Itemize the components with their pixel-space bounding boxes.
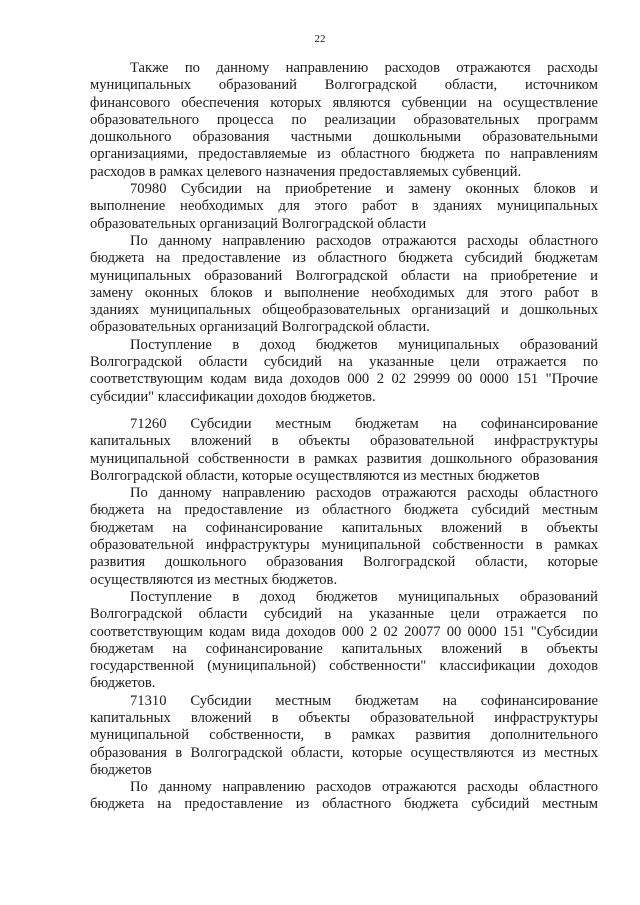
text-line: Поступление в доход бюджетов муниципальных образований <box>130 588 598 605</box>
text-line: бюджетам на софинансирование капитальных вложений в объекты <box>90 519 598 536</box>
text-line: Также по данному направлению расходов отражаются расходы <box>130 60 598 76</box>
paragraph <box>90 693 598 779</box>
text-line: капитальных вложений в объекты образовательной инфраструктуры <box>90 709 598 726</box>
paragraph <box>90 337 598 406</box>
text-line: Волгоградской области субсидий на указанные цели отражается по <box>90 354 598 371</box>
text-line: финансового обеспечения которых являются субвенции на осуществление <box>90 94 598 111</box>
text-line: дошкольного образования частными дошкольными образовательными <box>90 129 598 146</box>
text-line: муниципальной собственности, в рамках развития дополнительного <box>90 727 598 744</box>
text-line: расходов в рамках целевого назначения предоставляемых субвенций. <box>90 163 522 180</box>
paragraph <box>90 779 598 814</box>
paragraph <box>90 60 598 181</box>
text-line: бюджета на предоставление из областного бюджета субсидий бюджетам <box>90 250 598 267</box>
page-number: 22 <box>314 33 326 45</box>
text-line: образовательных организаций Волгоградской области. <box>90 319 430 336</box>
text-line: зданиях муниципальных общеобразовательных организаций и дошкольных <box>90 302 598 319</box>
text-line: Волгоградской области, которые осуществляются из местных бюджетов <box>90 467 540 484</box>
text-line: муниципальной собственности в рамках развития дошкольного образования <box>90 450 598 467</box>
text-line: образования в Волгоградской области, которые осуществляются из местных <box>90 744 598 761</box>
text-line: осуществляются из местных бюджетов. <box>90 571 338 588</box>
document-body <box>90 0 598 814</box>
text-line: субсидии" классификации доходов бюджетов. <box>90 388 376 405</box>
text-line: 71260 Субсидии местным бюджетам на софинансирование <box>130 415 598 432</box>
text-line: образовательных организаций Волгоградской области <box>90 215 427 232</box>
text-line: государственной (муниципальной) собственности" классификации доходов <box>90 658 598 675</box>
text-line: бюджетам на софинансирование капитальных вложений в объекты <box>90 640 598 657</box>
text-line: соответствующим кодам вида доходов 000 2 02 20077 00 0000 151 "Субсидии <box>90 623 598 640</box>
text-line: замену оконных блоков и выполнение необходимых для этого работ в <box>90 284 598 301</box>
text-line: организациями, предоставляемые из областного бюджета по направлениям <box>90 146 598 163</box>
text-line: соответствующим кодам вида доходов 000 2 02 29999 00 0000 151 "Прочие <box>90 371 598 388</box>
text-line: бюджета на предоставление из областного бюджета субсидий местным <box>90 796 598 813</box>
text-line: 71310 Субсидии местным бюджетам на софинансирование <box>130 692 598 709</box>
text-line: Волгоградской области субсидий на указанные цели отражается по <box>90 606 598 623</box>
paragraph <box>90 589 598 693</box>
text-line: бюджетов. <box>90 675 156 692</box>
text-line: образовательного процесса по реализации образовательных программ <box>90 111 598 128</box>
text-line: Поступление в доход бюджетов муниципальных образований <box>130 336 598 353</box>
text-line: бюджетов <box>90 761 152 778</box>
text-line: муниципальных образований Волгоградской области на приобретение и <box>90 267 598 284</box>
paragraph <box>90 181 598 233</box>
text-line: По данному направлению расходов отражаются расходы областного <box>130 485 598 502</box>
text-line: капитальных вложений в объекты образовательной инфраструктуры <box>90 433 598 450</box>
text-line: образовательной инфраструктуры муниципальной собственности в рамках <box>90 537 598 554</box>
paragraph <box>90 233 598 337</box>
text-line: выполнение необходимых для этого работ в зданиях муниципальных <box>90 198 598 215</box>
text-line: 70980 Субсидии на приобретение и замену оконных блоков и <box>130 181 598 198</box>
paragraph <box>90 485 598 589</box>
text-line: муниципальных образований Волгоградской области, источником <box>90 77 598 94</box>
text-line: По данному направлению расходов отражаются расходы областного <box>130 232 598 249</box>
text-line: бюджета на предоставление из областного бюджета субсидий местным <box>90 502 598 519</box>
text-line: развития дошкольного образования Волгоградской области, которые <box>90 554 598 571</box>
paragraph <box>90 416 598 485</box>
text-line: По данному направлению расходов отражаются расходы областного <box>130 779 598 796</box>
